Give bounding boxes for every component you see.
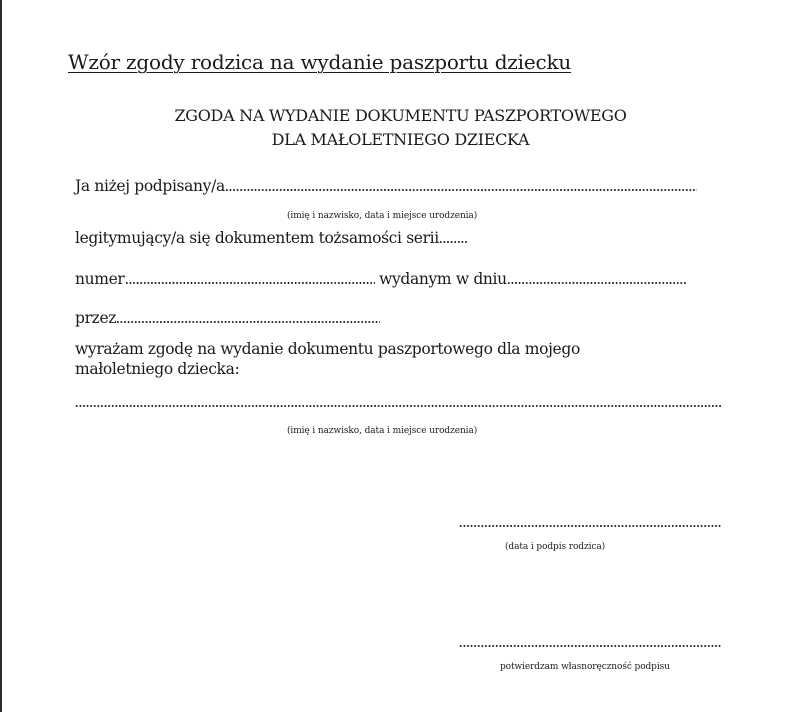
id-series-field[interactable] [439, 241, 467, 243]
consent-text-line2: małoletniego dziecka: [75, 360, 240, 378]
issuing-authority-field[interactable] [116, 321, 380, 323]
signature-confirmation-caption: potwierdzam własnoręczność podpisu [500, 662, 670, 672]
issue-date-field[interactable] [507, 282, 687, 284]
consent-heading-line1: ZGODA NA WYDANIE DOKUMENTU PASZPORTOWEGO [174, 106, 627, 125]
parent-signature-caption: (data i podpis rodzica) [505, 542, 606, 552]
id-series-row [75, 229, 467, 247]
id-series-label: legitymujący/a się dokumentem tożsamości serii [75, 229, 439, 247]
issued-by-label: przez [75, 309, 117, 327]
signatory-caption: (imię i nazwisko, data i miejsce urodzenia) [287, 211, 478, 221]
issued-by-row [75, 309, 380, 327]
child-caption: (imię i nazwisko, data i miejsce urodzenia) [287, 426, 478, 436]
signatory-row [75, 177, 697, 195]
signatory-name-field[interactable] [225, 189, 697, 191]
number-label: numer [75, 270, 125, 288]
number-row [75, 270, 687, 288]
document-number-field[interactable] [125, 282, 375, 284]
child-details-field[interactable] [75, 405, 721, 407]
issued-on-label: wydanym w dniu [379, 270, 507, 288]
consent-text-line1: wyrażam zgodę na wydanie dokumentu paszportowego dla mojego [75, 340, 580, 358]
confirmation-signature-field[interactable] [459, 645, 721, 647]
document-title: Wzór zgody rodzica na wydanie paszportu dziecku [68, 50, 572, 74]
consent-heading-line2: DLA MAŁOLETNIEGO DZIECKA [271, 130, 530, 149]
signatory-label: Ja niżej podpisany/a [75, 177, 225, 195]
parent-signature-field[interactable] [459, 525, 721, 527]
